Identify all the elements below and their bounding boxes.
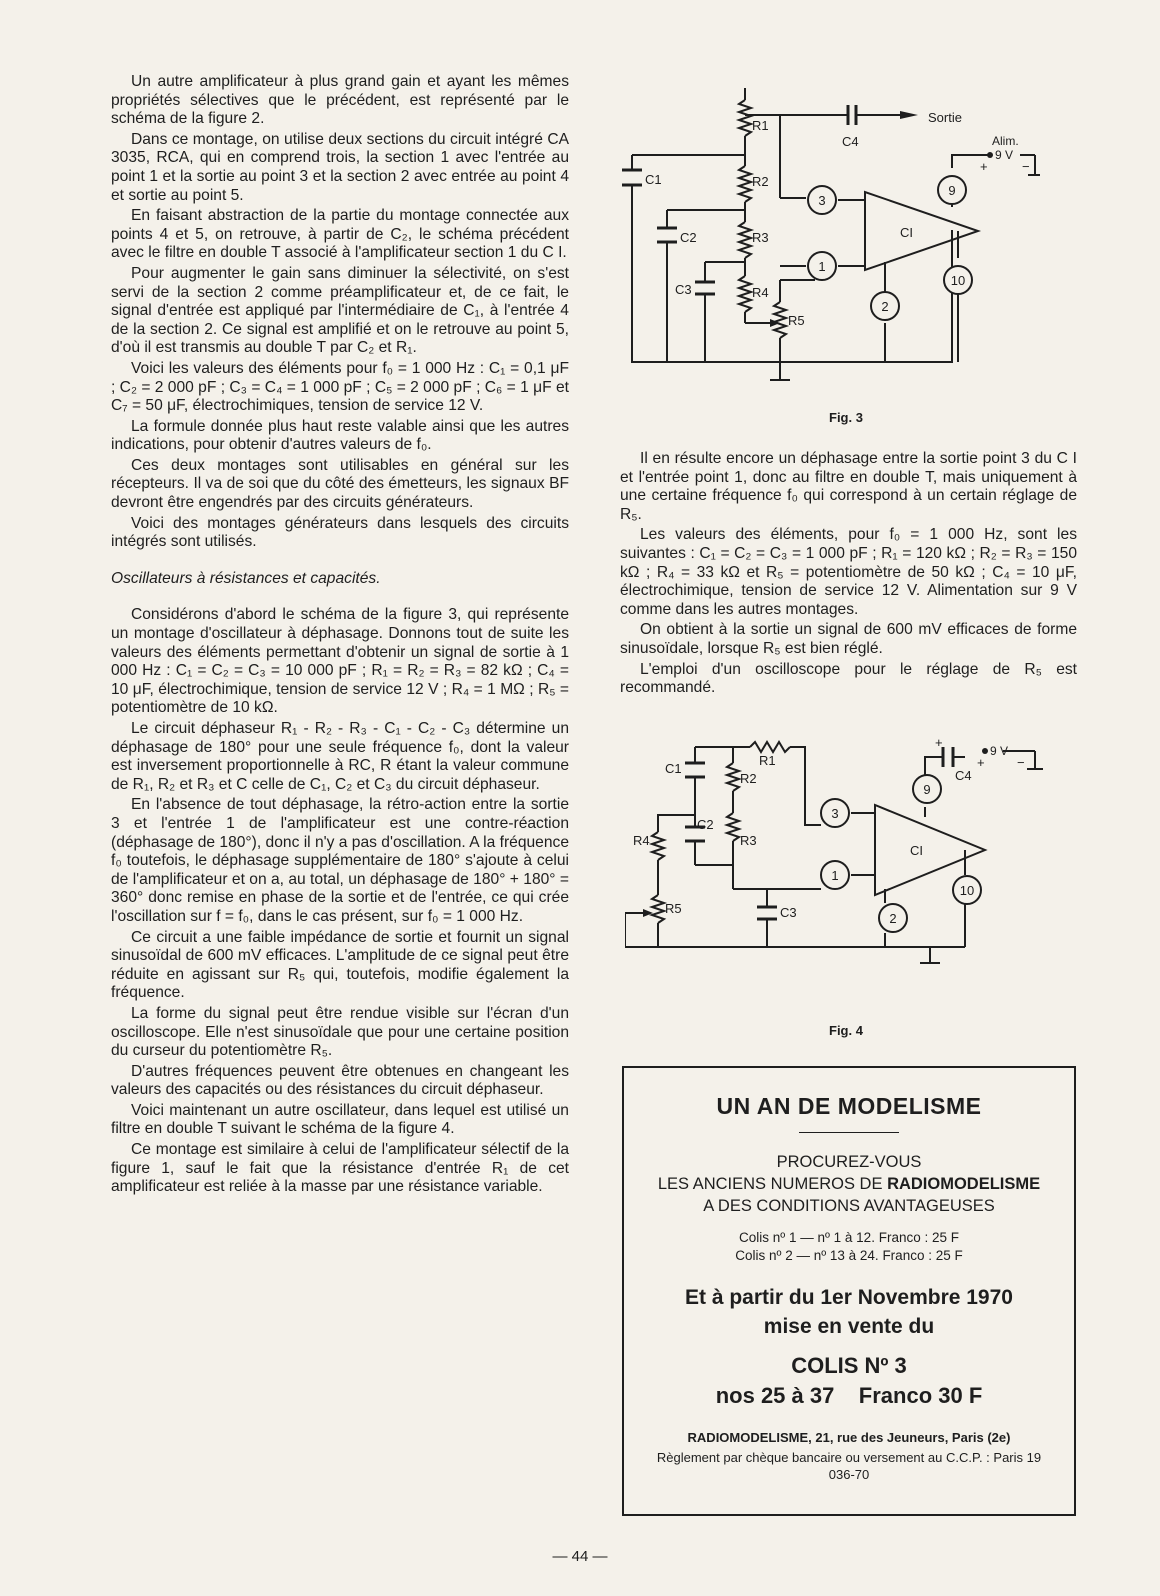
paragraph: Ce circuit a une faible impédance de sortie et fournit un signal sinusoïdal de 600 mV efficaces. L'amplitude de ce signal peut être réduite en agissant sur R₅ qui, toutefois, modifie également la fréquence. (111, 928, 569, 1002)
pin-9: 9 (948, 183, 956, 198)
label-c4: C4 (842, 134, 859, 149)
label-r2: R2 (740, 771, 757, 786)
paragraph: En faisant abstraction de la partie du montage connectée aux points 4 et 5, on retrouve, à partir de C₂, le schéma précédent avec le filtre en double T associé à l'amplificateur section 1 du C I. (111, 207, 569, 262)
advertisement-box (622, 1066, 1076, 1516)
pin-10: 10 (950, 273, 966, 288)
label-ci: CI (900, 225, 913, 240)
ad-offer: Colis nº 1 — nº 1 à 12. Franco : 25 F (739, 1230, 959, 1245)
label-9v: 9 V (990, 744, 1009, 758)
label-minus: − (1022, 159, 1030, 174)
paragraph: Les valeurs des éléments, pour f₀ = 1 000 Hz, sont les suivantes : C₁ = C₂ = C₃ = 1 000 pF ; R₁ = 120 kΩ ; R₂ = R₃ = 150 kΩ ; R₄ = 33 kΩ et R₅ = potentiomètre de 50 kΩ ; C₄ = 10 μF, électrochimique, tension de service 12 V. Alimentation sur 9 V comme dans les autres montages. (620, 526, 1077, 618)
label-r3: R3 (752, 230, 769, 245)
ad-address: RADIOMODELISME, 21, rue des Jeuneurs, Paris (2e) (687, 1430, 1011, 1445)
paragraph: D'autres fréquences peuvent être obtenues en changeant les valeurs des capacités ou des résistances du circuit déphaseur. (111, 1062, 569, 1099)
paragraph: Ce montage est similaire à celui de l'amplificateur sélectif de la figure 1, sauf le fait que la résistance d'entrée R₁ de cet amplificateur est reliée à la masse par une résistance variable. (111, 1141, 569, 1196)
label-c1: C1 (645, 172, 662, 187)
pin-3: 3 (831, 806, 839, 821)
label-alim: Alim. (992, 134, 1019, 148)
ad-offer: Colis nº 2 — nº 13 à 24. Franco : 25 F (735, 1248, 963, 1263)
label-r1: R1 (752, 118, 769, 133)
label-r2: R2 (752, 174, 769, 189)
ad-colis-detail: nos 25 à 37 Franco 30 F (715, 1383, 983, 1408)
paragraph: Voici des montages générateurs dans lesquels des circuits intégrés sont utilisés. (111, 514, 569, 551)
ad-divider (799, 1132, 899, 1133)
figure-3-schematic (620, 80, 1040, 400)
label-r1: R1 (759, 753, 776, 768)
pin-3: 3 (818, 193, 826, 208)
label-minus: − (1017, 755, 1025, 770)
paragraph: Un autre amplificateur à plus grand gain et ayant les mêmes propriétés sélectives que le précédent, est représenté par le schéma de la figure 2. (111, 73, 569, 128)
pin-1: 1 (818, 259, 826, 274)
paragraph: Il en résulte encore un déphasage entre la sortie point 3 du C I et l'entrée point 1, donc au filtre en double T, mais uniquement à une certaine fréquence f₀ qui correspond à un certain réglage de R₅. (620, 450, 1077, 523)
pin-2: 2 (881, 299, 889, 314)
ad-colis-title: COLIS Nº 3 (791, 1353, 907, 1378)
label-sortie: Sortie (928, 110, 962, 125)
ad-line: PROCUREZ-VOUS (776, 1153, 922, 1171)
label-r5: R5 (665, 901, 682, 916)
ad-line (624, 1173, 1074, 1195)
paragraph: La formule donnée plus haut reste valable ainsi que les autres indications, pour obtenir d'autres valeurs de f₀. (111, 417, 569, 454)
label-ci: CI (910, 843, 923, 858)
left-column (111, 73, 569, 1199)
paragraph: Voici maintenant un autre oscillateur, dans lequel est utilisé un filtre en double T suivant le schéma de la figure 4. (111, 1101, 569, 1138)
right-column (620, 450, 1077, 700)
paragraph: Considérons d'abord le schéma de la figure 3, qui représente un montage d'oscillateur à déphasage. Donnons tout de suite les valeurs des éléments permettant d'obtenir un signal de sortie à 1 000 Hz : C₁ = C₂ = C₃ = 10 000 pF ; R₁ = R₂ = R₃ = 82 kΩ ; C₄ = 10 μF, électrochimique, tension de service 12 V ; R₄ = 1 MΩ ; R₅ = potentiomètre de 10 kΩ. (111, 606, 569, 717)
paragraph: Pour augmenter le gain sans diminuer la sélectivité, on s'est servi de la section 2 comme préamplificateur et, de ce fait, le signal d'entrée est appliqué par l'intermédiaire de C₁, à l'entrée 4 de la section 2. Ce signal est amplifié et on le retrouve au point 5, d'où il est transmis au double T par C₂ et R₁. (111, 264, 569, 357)
ad-line-text: LES ANCIENS NUMEROS DE (657, 1175, 888, 1193)
label-r3: R3 (740, 833, 757, 848)
label-c1: C1 (665, 761, 682, 776)
label-r5: R5 (788, 313, 805, 328)
pin-10: 10 (959, 883, 975, 898)
label-r4: R4 (633, 833, 650, 848)
paragraph: Voici les valeurs des éléments pour f₀ = 1 000 Hz : C₁ = 0,1 μF ; C₂ = 2 000 pF ; C₃ = C₄ = 1 000 pF ; C₅ = 2 000 pF ; C₆ = 1 μF et C₇ = 50 μF, électrochimiques, tension de service 12 V. (111, 359, 569, 415)
figure-4-caption: Fig. 4 (829, 1023, 863, 1038)
ad-title: UN AN DE MODELISME (716, 1093, 982, 1119)
ad-line: A DES CONDITIONS AVANTAGEUSES (703, 1197, 995, 1215)
ad-promo: mise en vente du (763, 1315, 935, 1338)
paragraph: Dans ce montage, on utilise deux sections du circuit intégré CA 3035, RCA, qui en comprend trois, la section 1 avec l'entrée au point 1 et la sortie au point 3 et la section 2 avec entrée au point 4 et sortie au point 5. (111, 130, 569, 204)
ad-payment: Règlement par chèque bancaire ou versement au C.C.P. : Paris 19 036-70 (656, 1450, 1042, 1482)
ad-brand: RADIOMODELISME (887, 1175, 1041, 1193)
pin-2: 2 (889, 911, 897, 926)
label-9v: 9 V (995, 148, 1014, 162)
label-c2: C2 (680, 230, 697, 245)
paragraph: En l'absence de tout déphasage, la rétro-action entre la sortie 3 et l'entrée 1 de l'amplificateur est une contre-réaction (déphasage de 180°), donc il n'y a pas d'oscillation. A la fréquence f₀ toutefois, le déphasage supplémentaire de 180° s'ajoute à celui de l'amplificateur et on a, au total, un déphasage de 180° + 180° = 360° donc remise en phase de la sortie et de l'entrée, ce qui crée l'oscillation sur f = f₀, dans le cas présent, sur f₀ = 1 000 Hz. (111, 796, 569, 925)
label-r4: R4 (752, 285, 769, 300)
label-c3: C3 (675, 282, 692, 297)
figure-4-schematic (625, 735, 1055, 1005)
paragraph: La forme du signal peut être rendue visible sur l'écran d'un oscilloscope. Elle n'est sinusoïdale que pour une certaine position du curseur du potentiomètre R₅. (111, 1004, 569, 1060)
figure-3-caption: Fig. 3 (829, 410, 863, 425)
label-plus-cap: + (935, 735, 943, 750)
label-c4: C4 (955, 768, 972, 783)
ad-promo: Et à partir du 1er Novembre 1970 (685, 1286, 1013, 1309)
paragraph: L'emploi d'un oscilloscope pour le réglage de R₅ est recommandé. (620, 660, 1077, 697)
paragraph: On obtient à la sortie un signal de 600 mV efficaces de forme sinusoïdale, lorsque R₅ est bien réglé. (620, 621, 1077, 657)
label-plus: + (977, 755, 985, 770)
page-number: — 44 — (552, 1548, 608, 1565)
pin-1: 1 (831, 868, 839, 883)
paragraph: Le circuit déphaseur R₁ - R₂ - R₃ - C₁ - C₂ - C₃ détermine un déphasage de 180° pour une seule fréquence f₀, dont la valeur est inversement proportionnelle à RC, R étant la valeur commune de R₁, R₂ et R₃ et C celle de C₁, C₂ et C₃ du circuit déphaseur. (111, 720, 569, 793)
label-c3: C3 (780, 905, 797, 920)
label-plus: + (980, 159, 988, 174)
section-heading: Oscillateurs à résistances et capacités. (111, 569, 381, 587)
pin-9: 9 (923, 782, 931, 797)
paragraph: Ces deux montages sont utilisables en général sur les récepteurs. Il va de soi que du côté des émetteurs, les signaux BF devront être engendrés par des circuits générateurs. (111, 456, 569, 512)
label-c2: C2 (697, 817, 714, 832)
